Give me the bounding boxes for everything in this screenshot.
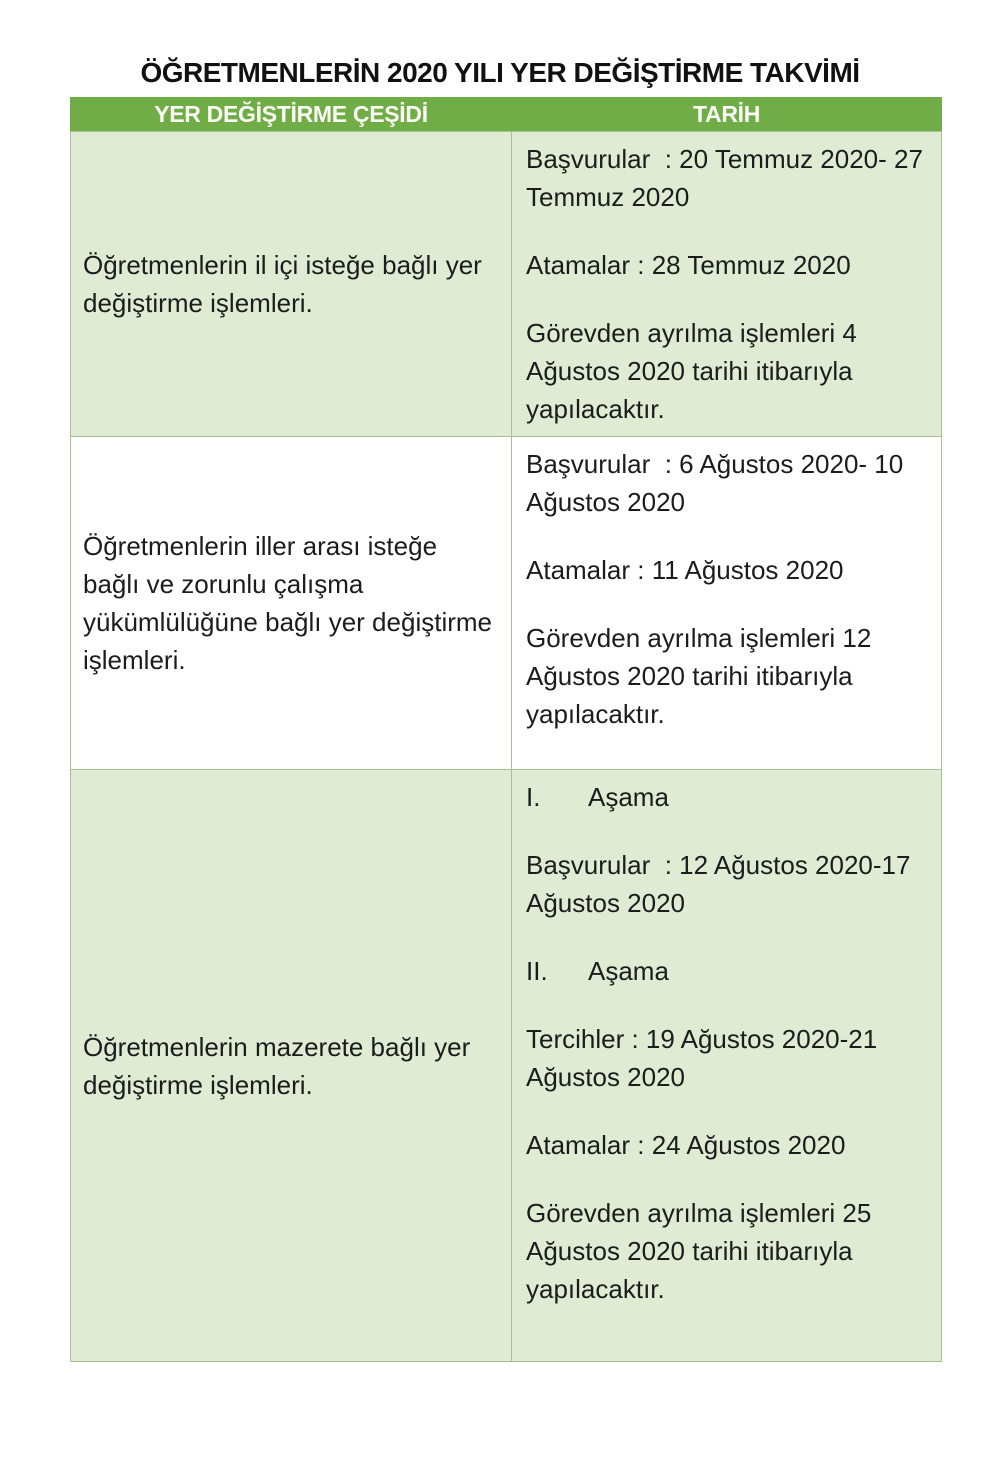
document-page — [0, 56, 1000, 1471]
date-paragraph: Tercihler : 19 Ağustos 2020-21 Ağustos 2020 — [526, 1024, 884, 1092]
relocation-dates-cell — [512, 770, 942, 1362]
date-paragraph: Başvurular : 12 Ağustos 2020-17 Ağustos 2020 — [526, 850, 917, 918]
date-paragraph: Görevden ayrılma işlemleri 25 Ağustos 2020 tarihi itibarıyla yapılacaktır. — [526, 1198, 878, 1304]
stage-item — [526, 778, 931, 816]
date-paragraph: Başvurular : 20 Temmuz 2020- 27 Temmuz 2020 — [526, 144, 930, 212]
date-paragraph: Başvurular : 6 Ağustos 2020- 10 Ağustos 2020 — [526, 449, 910, 517]
column-header-date: TARİH — [512, 98, 942, 132]
relocation-dates-cell — [512, 132, 942, 437]
relocation-calendar-table — [70, 97, 942, 1362]
relocation-type-cell: Öğretmenlerin iller arası isteğe bağlı ve zorunlu çalışma yükümlülüğüne bağlı yer değiştirme işlemleri. — [71, 437, 512, 770]
stage-item — [526, 952, 931, 990]
relocation-dates-cell — [512, 437, 942, 770]
relocation-type-cell: Öğretmenlerin mazerete bağlı yer değiştirme işlemleri. — [71, 770, 512, 1362]
page-title: ÖĞRETMENLERİN 2020 YILI YER DEĞİŞTİRME TAKVİMİ — [140, 57, 860, 88]
stage-number: I. — [526, 782, 541, 812]
date-paragraph: Görevden ayrılma işlemleri 4 Ağustos 2020 tarihi itibarıyla yapılacaktır. — [526, 318, 863, 424]
table-row — [71, 437, 942, 770]
relocation-type-cell: Öğretmenlerin il içi isteğe bağlı yer değiştirme işlemleri. — [71, 132, 512, 437]
date-paragraph: Atamalar : 24 Ağustos 2020 — [526, 1130, 846, 1160]
stage-label: Aşama — [588, 956, 669, 986]
table-row — [71, 132, 942, 437]
date-paragraph: Atamalar : 11 Ağustos 2020 — [526, 555, 844, 585]
stage-label: Aşama — [588, 782, 669, 812]
table-row — [71, 770, 942, 1362]
date-paragraph: Atamalar : 28 Temmuz 2020 — [526, 250, 851, 280]
table-header-row — [71, 98, 942, 132]
column-header-type: YER DEĞİŞTİRME ÇEŞİDİ — [71, 98, 512, 132]
stage-number: II. — [526, 956, 548, 986]
date-paragraph: Görevden ayrılma işlemleri 12 Ağustos 2020 tarihi itibarıyla yapılacaktır. — [526, 623, 878, 729]
